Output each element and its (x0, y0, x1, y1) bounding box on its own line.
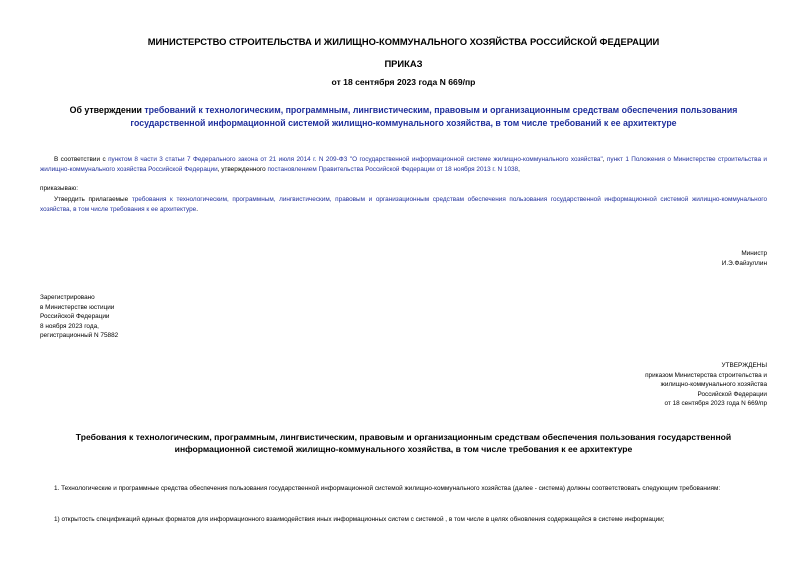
ministry-heading: МИНИСТЕРСТВО СТРОИТЕЛЬСТВА И ЖИЛИЩНО-КОММУНАЛЬНОГО ХОЗЯЙСТВА РОССИЙСКОЙ ФЕДЕРАЦИИ (147, 36, 660, 47)
ministry-regulation-link[interactable]: пункт 1 Положения о Министерстве строительства и жилищно-коммунального хозяйства Российской Федерации (40, 156, 767, 173)
order-title (60, 104, 747, 129)
requirement-item-1: 1. Технологические и программные средства обеспечения пользования государственной информационной системой жилищно-коммунального хозяйства (далее - система) должны соответствовать следующим требованиям: (54, 485, 721, 492)
preamble-text-mid2: , утвержденного (217, 165, 268, 173)
approved-line: жилищно-коммунального хозяйства (660, 381, 767, 389)
registration-line: Зарегистрировано (40, 294, 95, 301)
preamble-text-start: В соответствии с (54, 156, 109, 163)
registration-line: в Министерстве юстиции (40, 303, 115, 311)
approved-block (645, 361, 767, 409)
signature-block (722, 249, 767, 268)
signature-name: И.Э.Файзуллин (721, 259, 767, 267)
order-date-number: от 18 сентября 2023 года N 669/пр (331, 77, 476, 87)
registration-block (40, 293, 118, 341)
signature-position: Министр (741, 250, 767, 257)
approved-line: УТВЕРЖДЕНЫ (721, 362, 767, 369)
approve-paragraph (40, 195, 767, 214)
preamble-paragraph (40, 155, 767, 174)
government-resolution-link[interactable]: постановлением Правительства Российской Федерации от 18 ноября 2013 г. N 1038 (267, 165, 519, 173)
registration-line: Российской Федерации (40, 313, 110, 321)
order-word: приказываю: (40, 185, 78, 192)
approve-text-end: . (196, 205, 198, 213)
order-title-link[interactable]: требований к технологическим, программным, лингвистическим, правовым и организационным средствам обеспечения пользования государственной информационной системой жилищно-коммунального хозяйства, в том числе требований к ее архитектуре (130, 105, 738, 128)
registration-line: регистрационный N 75882 (40, 332, 119, 340)
approved-line: Российской Федерации (697, 390, 767, 398)
registration-line: 8 ноября 2023 года, (40, 322, 99, 330)
approve-text-start: Утвердить прилагаемые (54, 196, 132, 203)
preamble-text-mid: , (602, 156, 607, 163)
approved-line: от 18 сентября 2023 года N 669/пр (664, 400, 767, 408)
federal-law-link[interactable]: пунктом 8 части 3 статьи 7 Федерального закона от 21 июля 2014 г. N 209-ФЗ "О государственной информационной системе жилищно-коммунального хозяйства" (108, 156, 603, 163)
doc-type-heading: ПРИКАЗ (384, 58, 423, 69)
order-title-prefix: Об утверждении (69, 105, 145, 115)
requirements-title: Требования к технологическим, программным, лингвистическим, правовым и организационным средствам обеспечения пользования государственной информационной системой жилищно-коммунального хозяйства, в том числе требования к ее архитектуре (75, 432, 732, 454)
requirement-item-1-1: 1) открытость спецификаций единых форматов для информационного взаимодействия иных информационных систем с системой , в том числе в целях обновления содержащейся в системе информации; (54, 516, 665, 523)
approved-line: приказом Министерства строительства и (645, 371, 767, 379)
requirements-link[interactable]: требования к технологическим, программным, лингвистическим, правовым и организационным средствам обеспечения пользования государственной информационной системой жилищно-коммунального хозяйства, в том числе требования к ее архитектуре (40, 196, 767, 213)
preamble-text-end: , (518, 165, 520, 173)
